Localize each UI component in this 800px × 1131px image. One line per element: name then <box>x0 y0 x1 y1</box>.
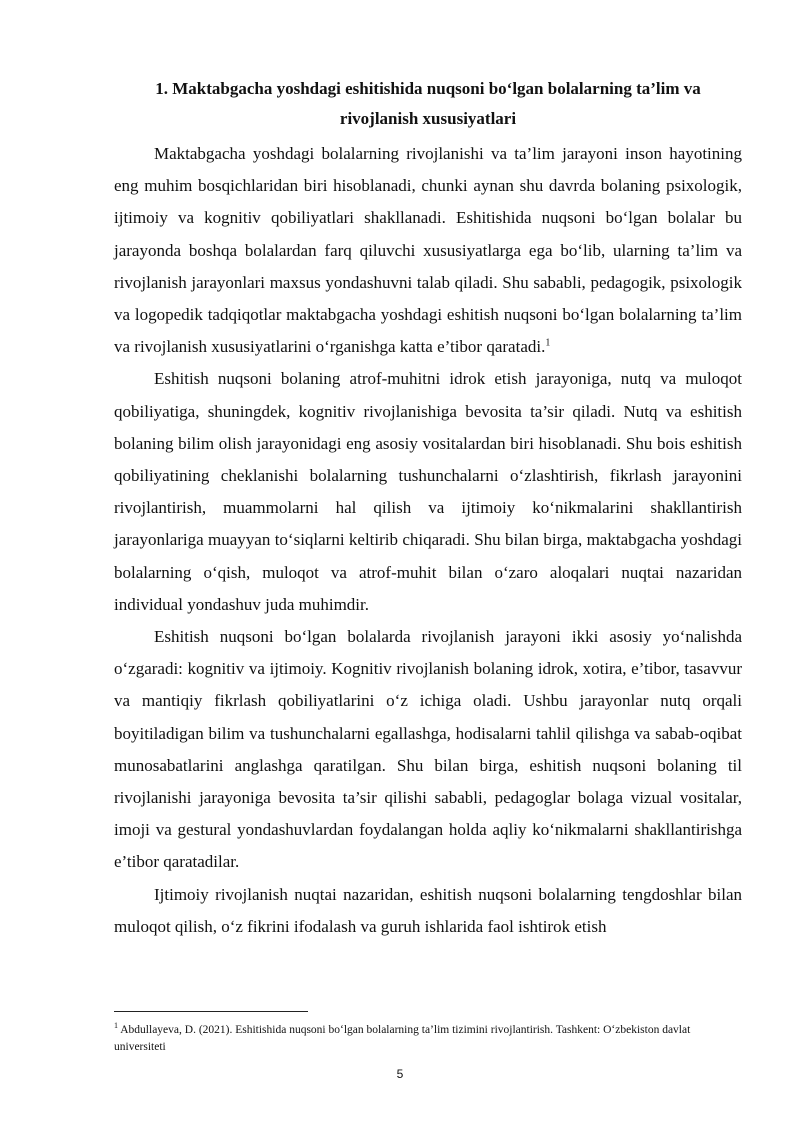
footnote-reference: 1 <box>545 337 551 349</box>
paragraph-text: Maktabgacha yoshdagi bolalarning rivojlanishi va ta’lim jarayoni inson hayotining eng muhim bosqichlaridan biri hisoblanadi, chunki aynan shu davrda bolaning psixologik, ijtimoiy va kognitiv qobiliyatlari shakllanadi. Eshitishida nuqsoni bo‘lgan bolalar bu jarayonda boshqa bolalardan farq qiluvchi xususiyatlarga ega bo‘lib, ularning ta’lim va rivojlanish jarayonlari maxsus yondashuvni talab qiladi. Shu sababli, pedagogik, psixologik va logopedik tadqiqotlar maktabgacha yoshdagi eshitish nuqsoni bo‘lgan bolalarning ta’lim va rivojlanish xususiyatlarini o‘rganishga katta e’tibor qaratadi. <box>114 144 742 357</box>
body-text <box>114 138 742 943</box>
paragraph: Eshitish nuqsoni bo‘lgan bolalarda rivojlanish jarayoni ikki asosiy yo‘nalishda o‘zgaradi: kognitiv va ijtimoiy. Kognitiv rivojlanish bolaning idrok, xotira, e’tibor, tasavvur va mantiqiy fikrlash qobiliyatlarini o‘z ichiga oladi. Ushbu jarayonlar nutq orqali boyitiladigan bilim va tushunchalarni egallashga, hodisalarni tahlil qilishga va sabab-oqibat munosabatlarini anglashga qaratilgan. Shu bilan birga, eshitish nuqsoni bolaning til rivojlanishi jarayoniga bevosita ta’sir qilishi sababli, pedagoglar bolaga vizual vositalar, imoji va gestural yondashuvlardan foydalangan holda aqliy ko‘nikmalarni shakllantirishga e’tibor qaratadilar. <box>114 627 742 872</box>
footnote-text: Abdullayeva, D. (2021). Eshitishida nuqsoni bo‘lgan bolalarning ta’lim tizimini rivojlantirish. Tashkent: O‘zbekiston davlat universiteti <box>114 1024 691 1053</box>
paragraph <box>114 138 742 363</box>
page-number: 5 <box>396 1067 404 1081</box>
paragraph: Eshitish nuqsoni bolaning atrof-muhitni idrok etish jarayoniga, nutq va muloqot qobiliyatiga, shuningdek, kognitiv rivojlanishiga bevosita ta’sir qiladi. Nutq va eshitish bolaning bilim olish jarayonidagi eng asosiy vositalardan biri hisoblanadi. Shu bois eshitish qobiliyatining cheklanishi bolalarning tushunchalarni o‘zlashtirish, fikrlash jarayonini rivojlantirish, muammolarni hal qilish va ijtimoiy ko‘nikmalarini shakllantirish jarayonlariga muayyan to‘siqlarni keltirib chiqaradi. Shu bilan birga, maktabgacha yoshdagi bolalarning o‘qish, muloqot va atrof-muhit bilan o‘zaro aloqalari nuqtai nazaridan individual yondashuv juda muhimdir. <box>114 369 742 614</box>
footnote <box>114 1022 742 1056</box>
paragraph: Ijtimoiy rivojlanish nuqtai nazaridan, eshitish nuqsoni bolalarning tengdoshlar bilan muloqot qilish, o‘z fikrini ifodalash va guruh ishlarida faol ishtirok etish <box>114 884 742 936</box>
footnote-separator <box>114 1011 308 1012</box>
footnote-marker: 1 <box>114 1021 118 1031</box>
section-title: 1. Maktabgacha yoshdagi eshitishida nuqsoni bo‘lgan bolalarning ta’lim va rivojlanish xususiyatlari <box>155 79 701 128</box>
